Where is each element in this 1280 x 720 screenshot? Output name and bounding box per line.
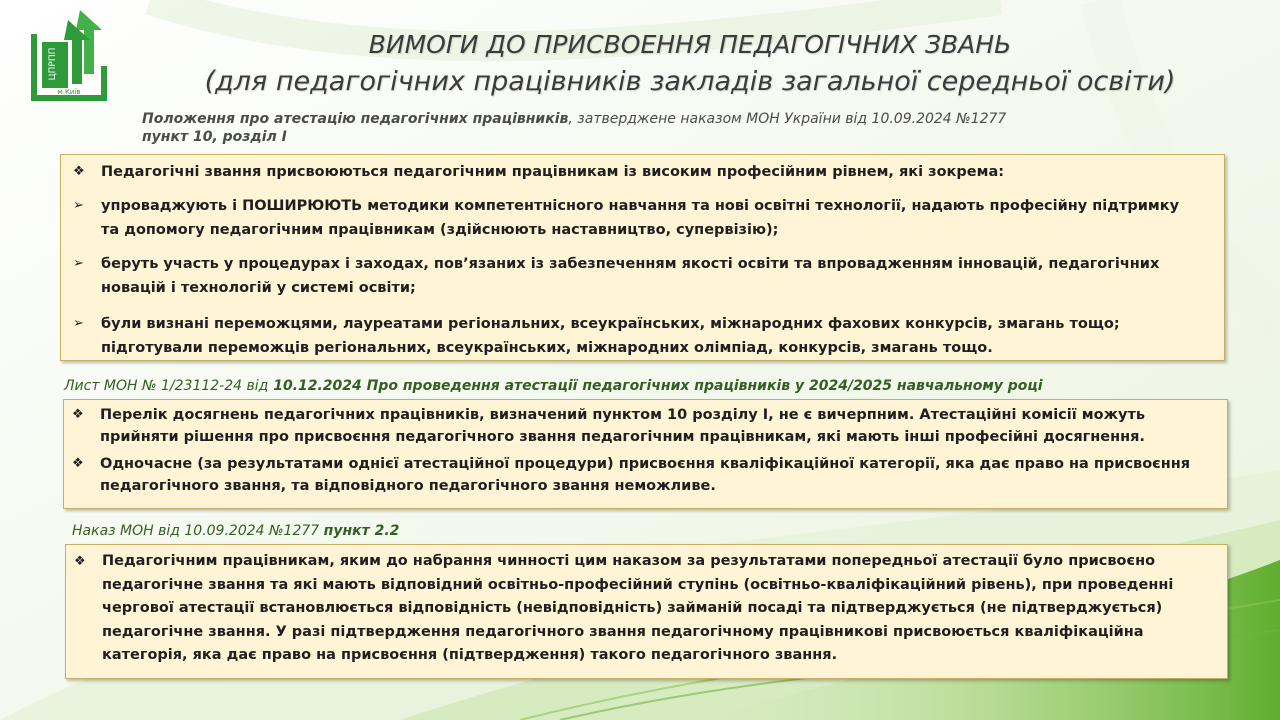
transition-box xyxy=(65,544,1228,679)
list-item-line: категорія, яка дає право на присвоєння (підтвердження) такого педагогічного звання. xyxy=(102,647,838,663)
diamond-bullet-icon: ❖ xyxy=(74,554,86,569)
list-item-line: новацій і технологій у системі освіти; xyxy=(101,280,416,296)
list-item-line: педагогічне звання. У разі підтвердження педагогічного звання педагогічному працівникові присвоюється кваліфікаційна xyxy=(102,623,1144,640)
reference-letter-subject: Про проведення атестації педагогічних працівників у 2024/2025 навчальному році xyxy=(366,378,1043,394)
list-item xyxy=(73,194,1180,242)
reference-regulation xyxy=(142,110,1192,146)
logo-text-bottom: м.Київ xyxy=(57,88,81,96)
list-item-line: підготували переможців регіональних, всеукраїнських, міжнародних олімпіад, конкурсів, змагань тощо. xyxy=(101,340,993,356)
reference-letter-from: від xyxy=(246,378,269,394)
list-item xyxy=(73,312,1120,360)
list-item xyxy=(73,160,1005,184)
arrow-bullet-icon: ➢ xyxy=(73,316,84,331)
requirements-box xyxy=(60,154,1225,361)
list-item-line: Педагогічним працівникам, яким до набрання чинності цим наказом за результатами попередньої атестації було присвоєно xyxy=(102,553,1156,569)
logo-text-top: ЦПРПП xyxy=(48,47,58,81)
reference-regulation-name: Положення про атестацію педагогічних працівників xyxy=(142,111,569,127)
diamond-bullet-icon: ❖ xyxy=(73,164,85,179)
list-item-line: упроваджують і ПОШИРЮЮТЬ методики компетентнісного навчання та нові освітні технології, надають професійну підтримку xyxy=(101,198,1180,214)
list-item-line: чергової атестації встановлюється відповідність (невідповідність) займаній посаді та підтверджується (не підтверджується) xyxy=(102,600,1163,616)
list-item-text: Педагогічні звання присвоюються педагогічним працівникам із високим професійним рівнем, які зокрема: xyxy=(101,164,1005,180)
reference-regulation-point: пункт 10, розділ І xyxy=(142,129,287,145)
reference-order-name: Наказ МОН від 10.09.2024 №1277 xyxy=(72,523,324,539)
arrow-bullet-icon: ➢ xyxy=(73,256,84,271)
list-item xyxy=(72,453,1191,497)
logo-emblem xyxy=(28,6,110,106)
list-item-line: були визнані переможцями, лауреатами регіональних, всеукраїнських, міжнародних фахових конкурсів, змагань тощо; xyxy=(101,316,1120,332)
list-item-line: прийняти рішення про присвоєння педагогічного звання педагогічним працівникам, які мають інші професійні досягнення. xyxy=(100,429,1145,445)
diamond-bullet-icon: ❖ xyxy=(72,407,84,422)
list-item xyxy=(72,404,1146,448)
list-item-line: педагогічного звання, та відповідного педагогічного звання неможливе. xyxy=(100,478,716,494)
list-item-line: педагогічне звання та які мають відповідний освітньо-професійний ступінь (освітньо-кваліфікаційний рівень), при проведенні xyxy=(102,576,1174,593)
reference-order xyxy=(72,522,1072,540)
reference-ministry-letter xyxy=(64,377,1224,395)
reference-letter-number: Лист МОН № 1/23112-24 xyxy=(64,378,247,394)
clarifications-box xyxy=(63,399,1228,509)
page-title-line1: ВИМОГИ ДО ПРИСВОЕННЯ ПЕДАГОГІЧНИХ ЗВАНЬ xyxy=(368,30,1012,59)
diamond-bullet-icon: ❖ xyxy=(72,456,84,471)
arrow-bullet-icon: ➢ xyxy=(73,198,84,213)
list-item-line: Перелік досягнень педагогічних працівників, визначений пунктом 10 розділу І, не є вичерпним. Атестаційні комісії можуть xyxy=(100,407,1146,423)
reference-letter-date: 10.12.2024 xyxy=(268,378,367,394)
list-item xyxy=(74,550,1174,668)
reference-order-point: пункт 2.2 xyxy=(323,523,400,539)
list-item-line: Одночасне (за результатами однієї атестаційної процедури) присвоєння кваліфікаційної категорії, яка дає право на присвоєння xyxy=(100,456,1191,472)
list-item-line: беруть участь у процедурах і заходах, пов’язаних із забезпеченням якості освіти та впровадженням інновацій, педагогічних xyxy=(101,256,1160,272)
list-item-line: та допомогу педагогічним працівникам (здійснюють наставництво, супервізію); xyxy=(101,222,779,238)
page-title-line2: (для педагогічних працівників закладів загальної середньої освіти) xyxy=(204,66,1176,97)
reference-regulation-rest: , затверджене наказом МОН України від 10.09.2024 №1277 xyxy=(568,111,1007,127)
list-item xyxy=(73,252,1160,300)
